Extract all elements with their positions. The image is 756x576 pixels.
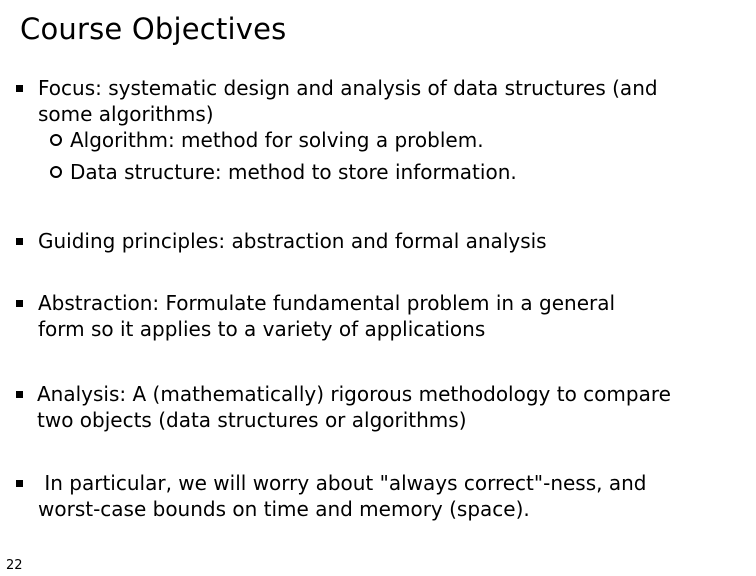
bullet-line: worst-case bounds on time and memory (space). [38, 497, 530, 521]
square-bullet-icon [16, 85, 23, 92]
square-bullet-icon [16, 300, 23, 307]
square-bullet-icon [16, 391, 23, 398]
bullet-line: Analysis: A (mathematically) rigorous methodology to compare [37, 382, 671, 406]
bullet-line: Guiding principles: abstraction and formal analysis [38, 229, 547, 253]
sub-item-text: Data structure: method to store information. [70, 160, 517, 184]
bullet-item-in-particular [16, 470, 746, 522]
sub-item-algorithm [50, 127, 746, 153]
bullet-item-guiding-principles [16, 228, 746, 254]
bullet-item-focus [16, 75, 746, 185]
bullet-line: two objects (data structures or algorithms) [37, 408, 467, 432]
page-number: 22 [6, 558, 23, 573]
sub-item-data-structure [50, 159, 746, 185]
bullet-line: form so it applies to a variety of applications [38, 317, 486, 341]
sub-item-text: Algorithm: method for solving a problem. [70, 128, 484, 152]
bullet-item-abstraction [16, 290, 746, 342]
bullet-line: In particular, we will worry about "always correct"-ness, and [38, 471, 647, 495]
bullet-line: Focus: systematic design and analysis of data structures (and [38, 76, 658, 100]
square-bullet-icon [16, 480, 23, 487]
bullet-line: Abstraction: Formulate fundamental problem in a general [38, 291, 616, 315]
ring-bullet-icon [50, 134, 62, 146]
slide-title: Course Objectives [20, 12, 287, 46]
bullet-item-analysis [16, 381, 746, 433]
bullet-line: some algorithms) [38, 102, 214, 126]
square-bullet-icon [16, 238, 23, 245]
ring-bullet-icon [50, 166, 62, 178]
